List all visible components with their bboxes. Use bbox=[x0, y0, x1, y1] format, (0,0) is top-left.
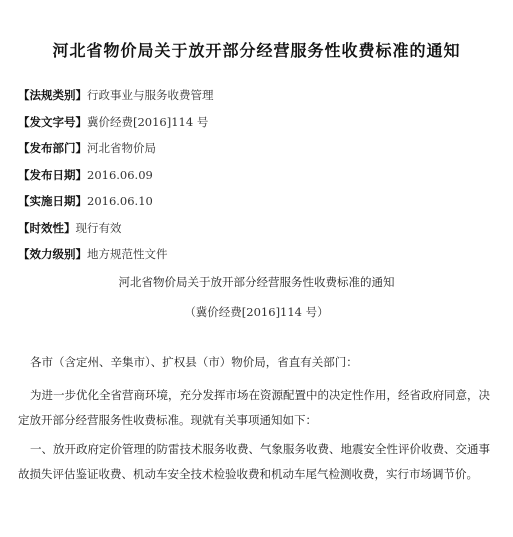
document-body bbox=[18, 350, 498, 487]
meta-value: 2016.06.09 bbox=[87, 167, 153, 182]
meta-value: 2016.06.10 bbox=[87, 194, 153, 208]
meta-label: 【实施日期】 bbox=[18, 194, 87, 208]
meta-row-doc-number bbox=[18, 109, 498, 136]
salutation: 各市（含定州、辛集市）、扩权县（市）物价局，省直有关部门： bbox=[30, 355, 358, 369]
document-title: 河北省物价局关于放开部分经营服务性收费标准的通知 bbox=[52, 41, 461, 60]
meta-row-level bbox=[18, 241, 498, 268]
meta-value[interactable]: 地方规范性文件 bbox=[87, 247, 168, 261]
meta-label: 【效力级别】 bbox=[18, 247, 87, 261]
meta-row-validity bbox=[18, 215, 498, 242]
meta-value: 冀价经费[2016]114 号 bbox=[87, 114, 209, 129]
meta-row-department bbox=[18, 135, 498, 162]
meta-row-publish-date bbox=[18, 162, 498, 189]
meta-label: 【发文字号】 bbox=[18, 114, 87, 129]
meta-value: 现行有效 bbox=[75, 220, 122, 235]
meta-label: 【发布日期】 bbox=[18, 167, 87, 182]
meta-label: 【法规类别】 bbox=[18, 88, 87, 102]
meta-row-category bbox=[18, 82, 498, 109]
metadata-list bbox=[18, 82, 498, 268]
meta-value[interactable]: 河北省物价局 bbox=[87, 141, 156, 155]
body-paragraph: 一、放开政府定价管理的防雷技术服务收费、气象服务收费、地震安全性评价收费、交通事故损失评估鉴证收费、机动车安全技术检验收费和机动车尾气检测收费，实行市场调节价。 bbox=[18, 442, 490, 481]
document-number: （冀价经费[2016]114 号） bbox=[184, 305, 329, 319]
meta-value[interactable]: 行政事业与服务收费管理 bbox=[87, 88, 214, 102]
body-paragraph: 为进一步优化全省营商环境，充分发挥市场在资源配置中的决定性作用，经省政府同意，决定放开部分经营服务性收费标准。现就有关事项通知如下： bbox=[18, 388, 490, 427]
meta-row-effective-date bbox=[18, 188, 498, 215]
document-heading: 河北省物价局关于放开部分经营服务性收费标准的通知 bbox=[118, 275, 395, 289]
meta-label: 【发布部门】 bbox=[18, 141, 87, 155]
meta-label: 【时效性】 bbox=[18, 220, 76, 235]
